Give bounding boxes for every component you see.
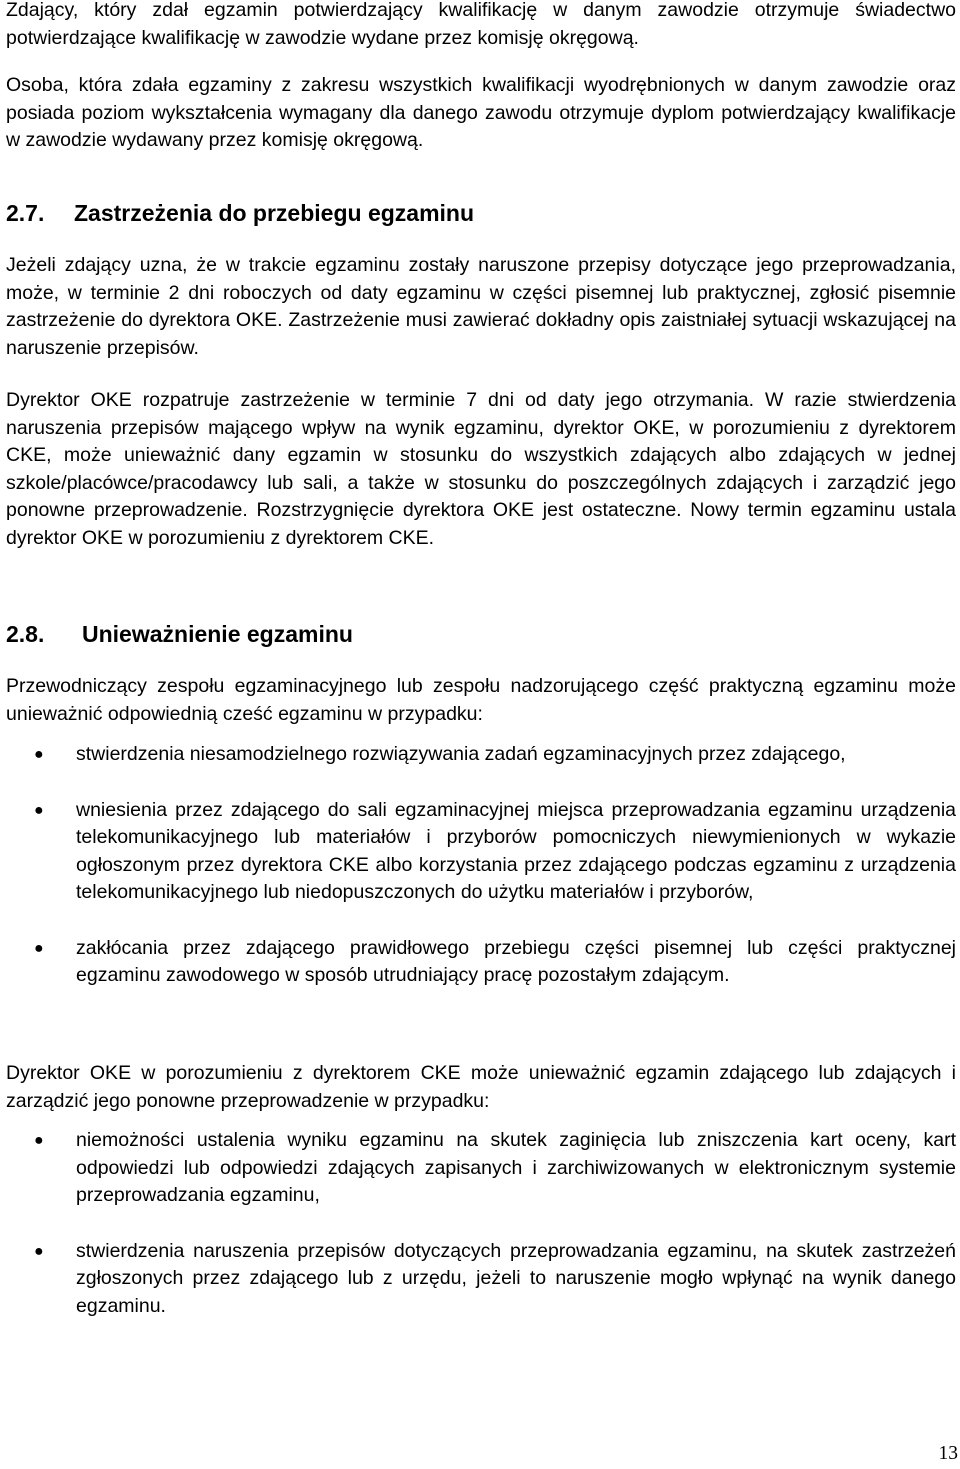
list-item (6, 797, 956, 907)
paragraph-chair-annulment: Przewodniczący zespołu egzaminacyjnego lub zespołu nadzorującego część praktyczną egzaminu może unieważnić odpowiednią cześć egzaminu w przypadku: (6, 675, 956, 725)
list-item-text: stwierdzenia naruszenia przepisów dotyczących przeprowadzania egzaminu, na skutek zastrzeżeń zgłoszonych przez zdającego lub z urzędu, jeżeli to naruszenie mogło wpłynąć na wynik danego egzaminu. (76, 1239, 956, 1317)
section-title: Zastrzeżenia do przebiegu egzaminu (74, 200, 475, 226)
section-title: Unieważnienie egzaminu (82, 621, 353, 647)
bullet-icon: ● (34, 801, 44, 819)
paragraph-certificate: Zdający, który zdał egzamin potwierdzający kwalifikację w danym zawodzie otrzymuje świadectwo potwierdzające kwalifikację w zawodzie wydane przez komisję okręgową. (6, 0, 956, 49)
section-number: 2.8. (6, 621, 45, 647)
paragraph-director-annulment: Dyrektor OKE w porozumieniu z dyrektorem CKE może unieważnić egzamin zdającego lub zdających i zarządzić jego ponowne przeprowadzenie w przypadku: (6, 1062, 956, 1112)
paragraph-objection-submission: Jeżeli zdający uzna, że w trakcie egzaminu zostały naruszone przepisy dotyczące jego przeprowadzania, może, w terminie 2 dni roboczych od daty egzaminu w części pisemnej lub praktycznej, zgłosić pisemnie zastrzeżenie do dyrektora OKE. Zastrzeżenie musi zawierać dokładny opis zaistniałej sytuacji wskazującej na naruszenie przepisów. (6, 254, 956, 359)
paragraph-diploma: Osoba, która zdała egzaminy z zakresu wszystkich kwalifikacji wyodrębnionych w danym zawodzie oraz posiada poziom wykształcenia wymagany dla danego zawodu otrzymuje dyplom potwierdzający kwalifikacje w zawodzie wydawany przez komisję okręgową. (6, 74, 956, 151)
list-item-text: wniesienia przez zdającego do sali egzaminacyjnej miejsca przeprowadzania egzaminu urządzenia telekomunikacyjnego lub materiałów i przyborów pomocniczych niewymienionych w wykazie ogłoszonym przez dyrektora CKE albo korzystania przez zdającego podczas egzaminu z urządzenia telekomunikacyjnego lub niedopuszczonych do użytku materiałów i przyborów, (76, 798, 956, 903)
section-number: 2.7. (6, 200, 45, 226)
paragraph-objection-review: Dyrektor OKE rozpatruje zastrzeżenie w terminie 7 dni od daty jego otrzymania. W razie stwierdzenia naruszenia przepisów mającego wpływ na wynik egzaminu, dyrektor OKE, w porozumieniu z dyrektorem CKE, może unieważnić dany egzamin w stosunku do wszystkich zdających albo zdających w jednej szkole/placówce/pracodawcy lub sali, a także w stosunku do poszczególnych zdających i zarządzić jego ponowne przeprowadzenie. Rozstrzygnięcie dyrektora OKE jest ostateczne. Nowy termin egzaminu ustala dyrektor OKE w porozumieniu z dyrektorem CKE. (6, 389, 956, 549)
list-item (6, 741, 956, 769)
bullet-icon: ● (34, 1242, 44, 1260)
director-annulment-reasons-list (6, 1127, 956, 1320)
list-item-text: niemożności ustalenia wyniku egzaminu na skutek zaginięcia lub zniszczenia kart oceny, kart odpowiedzi lub odpowiedzi zdających zapisanych i zarchiwizowanych w elektronicznym systemie przeprowadzania egzaminu, (76, 1129, 956, 1206)
section-heading-2-8 (6, 619, 353, 649)
list-item-text: stwierdzenia niesamodzielnego rozwiązywania zadań egzaminacyjnych przez zdającego, (76, 743, 846, 765)
list-item (6, 1238, 956, 1321)
list-item (6, 935, 956, 990)
list-item-text: zakłócania przez zdającego prawidłowego przebiegu części pisemnej lub części praktycznej egzaminu zawodowego w sposób utrudniający pracę pozostałym zdającym. (76, 936, 956, 986)
section-heading-2-7 (6, 198, 474, 228)
list-item (6, 1127, 956, 1210)
bullet-icon: ● (34, 1132, 44, 1149)
bullet-icon: ● (34, 746, 44, 763)
bullet-icon: ● (34, 939, 44, 957)
annulment-reasons-list (6, 741, 956, 990)
page-number: 13 (938, 1443, 958, 1464)
